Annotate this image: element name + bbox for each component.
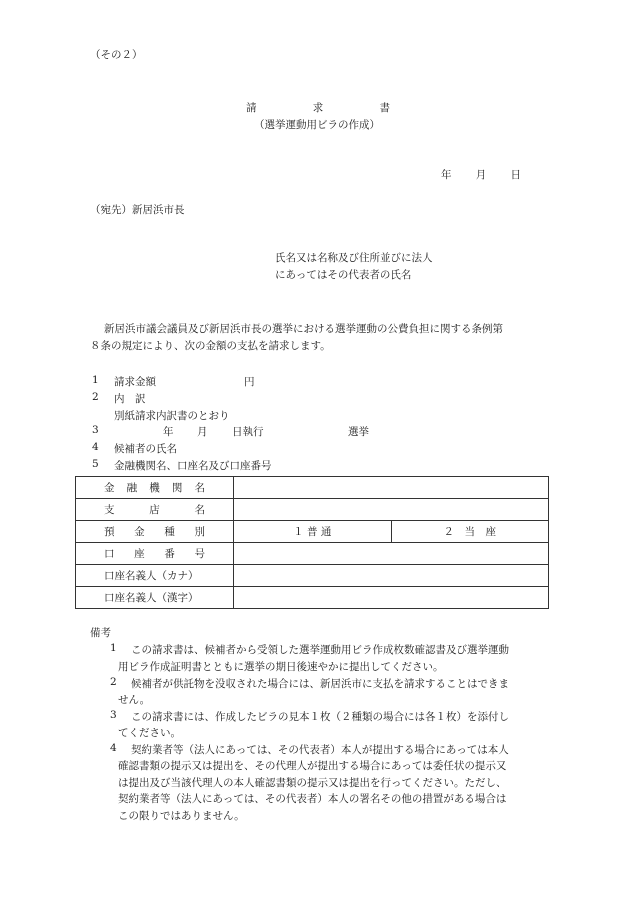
account-number-label: [76, 543, 234, 565]
note2-line1: 候補者が供託物を没収された場合には、新居浜市に支払を請求することはできま: [131, 678, 509, 690]
intro-line2: ８条の規定により、次の金額の支払を請求します。: [90, 340, 331, 352]
intro-line1: 新居浜市議会議員及び新居浜市長の選挙における選挙運動の公費負担に関する条例第: [104, 323, 503, 335]
title-char: 請: [246, 102, 257, 114]
applicant-label-line1: 氏名又は名称及び住所並びに法人: [275, 252, 433, 264]
label-char: 種: [164, 526, 175, 538]
item1-unit: 円: [244, 376, 255, 388]
date-line: [441, 167, 521, 182]
bank-name-field[interactable]: [234, 477, 549, 499]
label-char: 関: [171, 482, 183, 494]
label-char: 金: [104, 482, 115, 494]
branch-name-label: [76, 499, 234, 521]
title-char: 書: [379, 102, 390, 114]
note1-line1: この請求書は、候補者から受領した選挙運動用ビラ作成枚数確認書及び選挙運動: [131, 644, 509, 656]
bank-account-table: [75, 476, 549, 609]
table-row: [76, 521, 549, 543]
label-char: 店: [149, 504, 160, 516]
note4-line3: は提出及び当該代理人の本人確認書類の提示又は提出を行ってください。ただし、: [118, 777, 507, 789]
item2-detail: 別紙請求内訳書のとおり: [114, 410, 230, 422]
item5-number: 5: [92, 458, 99, 470]
account-holder-kana-field[interactable]: [234, 565, 549, 587]
label-char: 金: [134, 526, 145, 538]
item5-label: 金融機関名、口座名及び口座番号: [114, 460, 272, 472]
item2-label: 内 訳: [114, 393, 146, 405]
item4-number: 4: [92, 441, 99, 453]
table-row: [76, 543, 549, 565]
note3-line1: この請求書には、作成したビラの見本１枚（２種類の場合には各１枚）を添付し: [131, 711, 509, 723]
label-char: 支: [104, 504, 115, 516]
note2-line2: せん。: [118, 694, 151, 706]
note4-line4: 契約業者等（法人にあっては、その代表者）本人の署名その他の措置がある場合は: [118, 793, 507, 805]
table-row: [76, 587, 549, 609]
label-char: 預: [104, 526, 115, 538]
note2-number: 2: [110, 676, 117, 688]
label-char: 名: [194, 504, 205, 516]
date-day: 日: [510, 169, 521, 181]
account-type-field: [234, 521, 549, 543]
item3-year: 年: [163, 426, 174, 438]
notes-heading: 備考: [90, 627, 111, 639]
account-number-field[interactable]: [234, 543, 549, 565]
date-year: 年: [441, 169, 452, 181]
note4-line5: この限りではありません。: [118, 810, 245, 822]
item2-number: 2: [92, 391, 99, 403]
label-char: 名: [194, 482, 205, 494]
account-type-current[interactable]: ２ 当 座: [443, 526, 496, 538]
document-title: [246, 100, 390, 115]
item4-label: 候補者の氏名: [114, 443, 177, 455]
item3-day: 日執行: [232, 426, 264, 438]
label-char: 口: [104, 548, 115, 560]
account-type-label: [76, 521, 234, 543]
account-holder-kanji-field[interactable]: [234, 587, 549, 609]
title-char: 求: [312, 102, 324, 114]
note4-line1: 契約業者等（法人にあっては、その代表者）本人が提出する場合にあっては本人: [131, 744, 509, 756]
document-subtitle: （選挙運動用ビラの作成）: [254, 119, 380, 131]
item3-month: 月: [197, 426, 208, 438]
date-month: 月: [475, 169, 487, 181]
label-char: 融: [126, 482, 138, 494]
note1-line2: 用ビラ作成証明書とともに選挙の期日後速やかに提出してください。: [118, 661, 444, 673]
label-char: 号: [194, 548, 205, 560]
label-char: 番: [164, 548, 175, 560]
item1-label: 請求金額: [114, 376, 156, 388]
note3-number: 3: [110, 709, 117, 721]
note4-number: 4: [110, 742, 117, 754]
branch-name-field[interactable]: [234, 499, 549, 521]
label-char: 座: [134, 548, 145, 560]
applicant-label-line2: にあってはその代表者の氏名: [275, 269, 412, 281]
note3-line2: てください。: [118, 727, 181, 739]
table-row: [76, 477, 549, 499]
account-holder-kanji-label: 口座名義人（漢字）: [76, 587, 234, 609]
table-row: [76, 499, 549, 521]
label-char: 別: [194, 526, 205, 538]
item3-election: 選挙: [348, 426, 369, 438]
bank-name-label: [76, 477, 234, 499]
table-row: [76, 565, 549, 587]
item1-number: 1: [92, 374, 99, 386]
account-holder-kana-label: 口座名義人（カナ）: [76, 565, 234, 587]
label-char: 機: [149, 482, 160, 494]
item3-number: 3: [92, 424, 99, 436]
note4-line2: 確認書類の提示又は提出を、その代理人が提出する場合にあっては委任状の提示又: [118, 760, 507, 772]
account-type-ordinary[interactable]: １ 普 通: [234, 521, 392, 542]
form-number: （その２）: [90, 49, 143, 61]
addressee: （宛先）新居浜市長: [90, 204, 185, 216]
note1-number: 1: [110, 642, 117, 654]
